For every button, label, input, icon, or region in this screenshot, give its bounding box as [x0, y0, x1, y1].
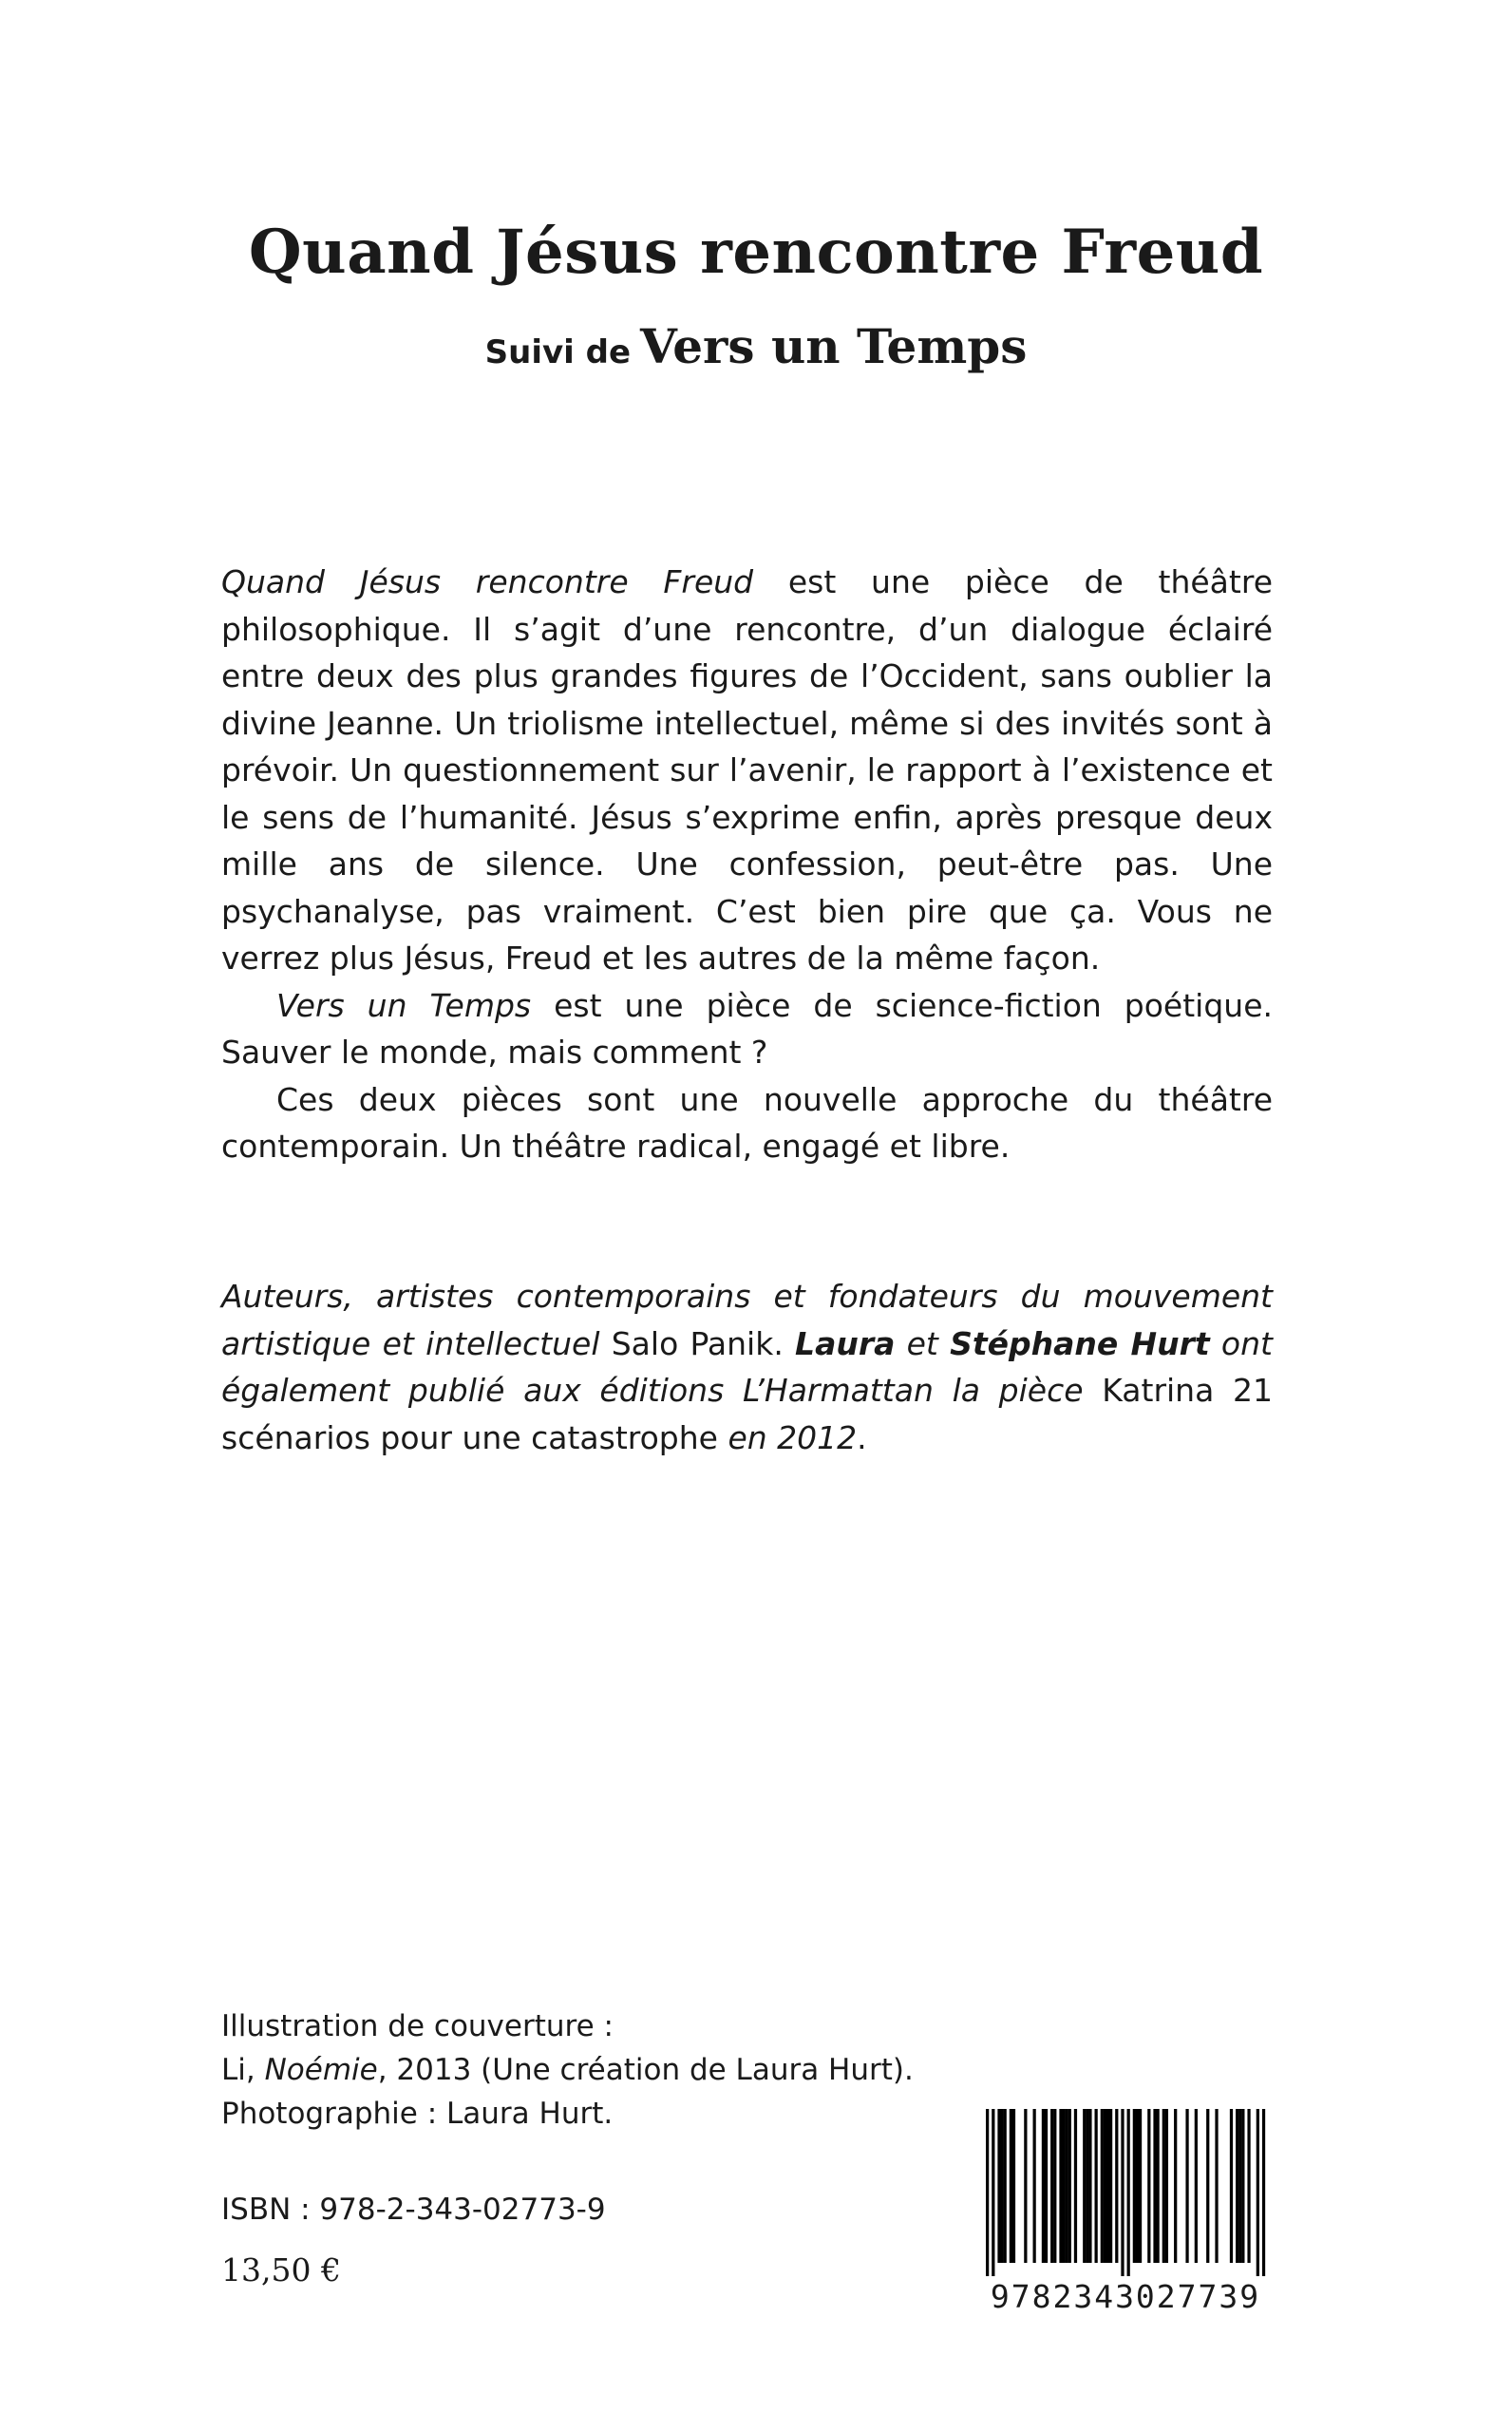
- barcode-bar: [1136, 2109, 1139, 2263]
- authors-text-4: et: [895, 1324, 951, 1362]
- barcode-bar: [1088, 2109, 1091, 2263]
- barcode-bar: [1121, 2109, 1124, 2276]
- barcode-bar: [1012, 2109, 1015, 2263]
- barcode-bar: [1206, 2109, 1209, 2263]
- barcode-number: 9782343027739: [990, 2278, 1261, 2315]
- credits-artwork-title: Noémie: [264, 2053, 378, 2087]
- barcode-bar: [1185, 2109, 1188, 2263]
- barcode: [978, 2109, 1273, 2327]
- summary-text-2: est une pièce de science-fiction poétique. Sauver le monde, mais comment ?: [221, 986, 1273, 1071]
- barcode-bar: [1066, 2109, 1068, 2263]
- barcode-bar: [1086, 2109, 1088, 2263]
- barcode-bar: [997, 2109, 1000, 2263]
- authors-text-9: .: [857, 1418, 867, 1456]
- authors-text-1: Auteurs, artistes contemporains et fondateurs du mouvement artistique et intellectuel: [221, 1278, 1273, 1362]
- barcode-bar: [1024, 2109, 1027, 2263]
- summary-italic-title-2: Vers un Temps: [276, 986, 532, 1024]
- barcode-bar: [1059, 2109, 1062, 2263]
- authors-text-8: en 2012: [728, 1418, 858, 1456]
- barcode-bar: [1238, 2109, 1241, 2263]
- author-laura: Laura: [795, 1324, 896, 1362]
- barcode-bar: [1262, 2109, 1265, 2276]
- subtitle-prefix: Suivi de: [484, 333, 632, 371]
- barcode-bar: [1241, 2109, 1244, 2263]
- barcode-bar: [1147, 2109, 1150, 2263]
- barcode-bar: [986, 2109, 989, 2276]
- barcode-bars: [978, 2109, 1273, 2276]
- cover-credits: [221, 2004, 914, 2136]
- barcode-bar: [1215, 2109, 1218, 2263]
- authors-text-6: ont également publié aux éditions L’Harmattan la pièce: [221, 1324, 1273, 1409]
- barcode-bar: [992, 2109, 994, 2276]
- barcode-bar: [1195, 2109, 1198, 2263]
- barcode-bar: [1010, 2109, 1012, 2263]
- book-title: Quand Jésus rencontre Freud: [248, 217, 1264, 288]
- summary-text: [221, 559, 1273, 1170]
- barcode-bar: [1068, 2109, 1071, 2263]
- authors-bio: [221, 1273, 1273, 1461]
- barcode-bar: [1000, 2109, 1003, 2263]
- barcode-bar: [1165, 2109, 1168, 2263]
- barcode-bar: [1115, 2109, 1118, 2263]
- barcode-bar: [1230, 2109, 1233, 2263]
- summary-text-1: est une pièce de théâtre philosophique. Il s’agit d’une rencontre, d’un dialogue éclairé entre deux des plus grandes figures de l’Occident, sans oublier la divine Jeanne. Un triolisme intellectuel, même si des invités sont à prévoir. Un questionnement sur l’avenir, le rapport à l’existence et le sens de l’humanité. Jésus s’exprime enfin, après presque deux mille ans de silence. Une confession, peut-être pas. Une psychanalyse, pas vraiment. C’est bien pire que ça. Vous ne verrez plus Jésus, Freud et les autres de la même façon.: [221, 563, 1273, 977]
- barcode-bar: [1174, 2109, 1177, 2263]
- barcode-bar: [1236, 2109, 1238, 2263]
- barcode-bar: [1033, 2109, 1036, 2263]
- barcode-bar: [1053, 2109, 1056, 2263]
- barcode-bar: [1153, 2109, 1156, 2263]
- credits-line-2c: , 2013 (Une création de Laura Hurt).: [377, 2053, 914, 2087]
- author-stephane-hurt: Stéphane Hurt: [950, 1324, 1210, 1362]
- summary-italic-title-1: Quand Jésus rencontre Freud: [221, 563, 754, 600]
- subtitle: [0, 318, 1512, 374]
- summary-paragraph-1: [221, 559, 1273, 982]
- barcode-bar: [1133, 2109, 1136, 2263]
- barcode-bar: [1257, 2109, 1259, 2276]
- subtitle-main: Vers un Temps: [640, 318, 1028, 374]
- summary-paragraph-3: Ces deux pièces sont une nouvelle approche du théâtre contemporain. Un théâtre radical, engagé et libre.: [221, 1080, 1273, 1165]
- isbn: ISBN : 978-2-343-02773-9: [221, 2193, 606, 2227]
- barcode-bar: [1109, 2109, 1112, 2263]
- credits-line-2a: Li,: [221, 2053, 265, 2087]
- summary-paragraph-2: [221, 982, 1273, 1076]
- authors-paragraph: [221, 1273, 1273, 1461]
- barcode-bar: [1156, 2109, 1159, 2263]
- barcode-bar: [1101, 2109, 1104, 2263]
- barcode-bar: [1042, 2109, 1045, 2263]
- authors-text-7: Katrina 21 scénarios pour une catastrophe: [221, 1372, 1273, 1456]
- credits-line-3: Photographie : Laura Hurt.: [221, 2097, 614, 2131]
- barcode-bar: [1074, 2109, 1077, 2263]
- barcode-bar: [1050, 2109, 1053, 2263]
- barcode-bar: [1106, 2109, 1109, 2263]
- barcode-bar: [1062, 2109, 1065, 2263]
- credits-line-2: [221, 2048, 914, 2092]
- authors-text-2: Salo Panik.: [599, 1324, 796, 1362]
- price: 13,50 €: [221, 2251, 341, 2289]
- barcode-bar: [1104, 2109, 1106, 2263]
- barcode-bar: [1127, 2109, 1130, 2276]
- barcode-bar: [1247, 2109, 1250, 2263]
- barcode-bar: [1139, 2109, 1142, 2263]
- barcode-bar: [1045, 2109, 1048, 2263]
- barcode-bar: [1095, 2109, 1098, 2263]
- barcode-bar: [1162, 2109, 1165, 2263]
- credits-line-1: Illustration de couverture :: [221, 2009, 614, 2043]
- barcode-bar: [1004, 2109, 1007, 2263]
- barcode-bar: [1083, 2109, 1086, 2263]
